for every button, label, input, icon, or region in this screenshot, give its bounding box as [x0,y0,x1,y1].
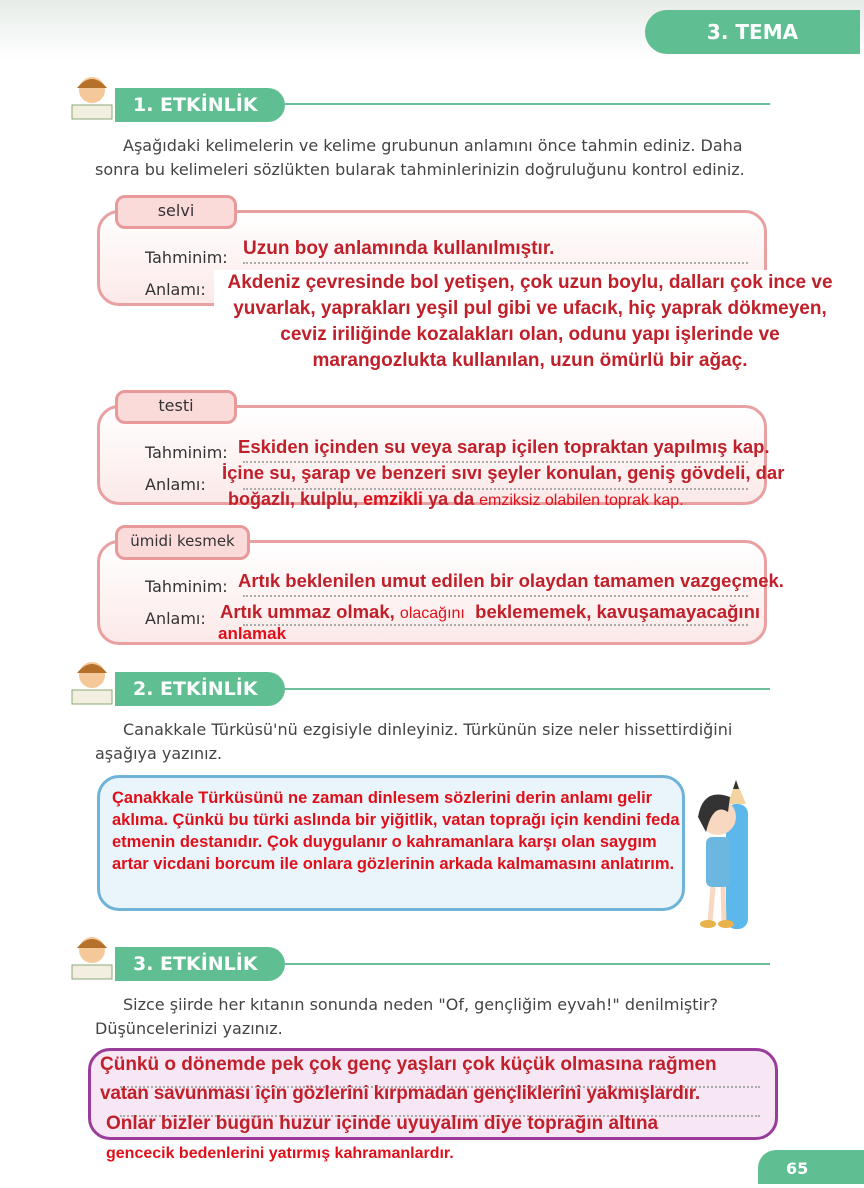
meaning-part: emzikli [363,489,424,509]
guess-answer: Artık beklenilen umut edilen bir olaydan tamamen vazgeçmek. [238,570,784,591]
activity-2-title: 2. ETKİNLİK [115,672,285,706]
meaning-answer-line-1: İçine su, şarap ve benzeri sıvı şeyler konulan, geniş gövdeli, dar [222,462,785,483]
meaning-answer-line-2 [228,489,684,510]
meaning-label: Anlamı: [145,475,206,494]
guess-label: Tahminim: [145,577,228,596]
divider [285,103,770,105]
guess-answer: Uzun boy anlamında kullanılmıştır. [243,238,555,259]
guess-answer: Eskiden içinden su veya sarap içilen topraktan yapılmış kap. [238,436,770,457]
meaning-part: ya da [428,489,475,509]
meaning-part: emziksiz olabilen toprak kap. [479,492,684,509]
activity-2-instruction: Canakkale Türküsü'nü ezgisiyle dinleyiniz. Türkünün size neler hissettirdiğini aşağıya yazınız. [95,720,733,763]
page-number: 65 [758,1150,864,1184]
theme-tab: 3. TEMA [645,10,860,54]
mascot-icon [62,930,122,985]
meaning-label: Anlamı: [145,280,206,299]
meaning-part: boğazlı, kulplu, [228,489,358,509]
activity-3-instruction: Sizce şiirde her kıtanın sonunda neden "Of, gençliğim eyvah!" denilmiştir? Düşüncelerinizi yazınız. [95,995,719,1038]
meaning-label: Anlamı: [145,609,206,628]
activity-3-title: 3. ETKİNLİK [115,947,285,981]
activity-1-instruction: Aşağıdaki kelimelerin ve kelime grubunun anlamını önce tahmin ediniz. Daha sonra bu kelimeleri sözlükten bularak tahminlerinizin doğruluğunu kontrol ediniz. [95,136,745,179]
dotted-line [243,595,748,597]
divider [285,963,770,965]
mascot-icon [62,655,122,710]
meaning-part: Artık ummaz olmak, [220,601,395,622]
meaning-answer-line-2: anlamak [218,624,287,643]
meaning-part: olacağını [399,605,465,622]
word-label: testi [115,390,237,424]
divider [285,688,770,690]
meaning-answer: Akdeniz çevresinde bol yetişen, çok uzun boylu, dalları çok ince ve yuvarlak, yaprakları yeşil pul gibi ve ufacık, hiç yaprak dökmeyen, ceviz iriliğinde kozalakları olan, odunu yapı işlerinde ve marangozlukta kullanılan, uzun ömürlü bir ağaç. [214,270,846,374]
activity-2-answer: Çanakkale Türküsünü ne zaman dinlesem sözlerini derin anlamı gelir aklıma. Çünkü bu türki aslında bir yiğitlik, vatan toprağı için kendini feda etmenin destanıdır. Çok duygulanır o kahramanlara karşı olan saygım artar vicdani borcum ile onlara gözlerinin arkada kalmamasını anlatırım. [112,789,680,873]
answer-line-4: gencecik bedenlerini yatırmış kahramanlardır. [106,1145,454,1162]
guess-label: Tahminim: [145,248,228,267]
word-label: ümidi kesmek [115,525,250,560]
guess-label: Tahminim: [145,443,228,462]
dotted-line [243,624,748,626]
answer-line-3: Onlar bizler bugün huzur içinde uyuyalım diye toprağın altına [106,1113,659,1134]
answer-line-1: Çünkü o dönemde pek çok genç yaşları çok küçük olmasına rağmen [100,1054,717,1075]
word-label: selvi [115,195,237,229]
meaning-part: beklememek, kavuşamayacağını [475,601,761,622]
girl-with-pencil-illustration [688,772,773,937]
meaning-answer-line-1 [220,601,760,623]
activity-1-title: 1. ETKİNLİK [115,88,285,122]
mascot-icon [62,70,122,125]
dotted-line [243,262,748,264]
answer-line-2: vatan savunması için gözlerini kırpmadan gençliklerini yakmışlardır. [100,1083,700,1104]
